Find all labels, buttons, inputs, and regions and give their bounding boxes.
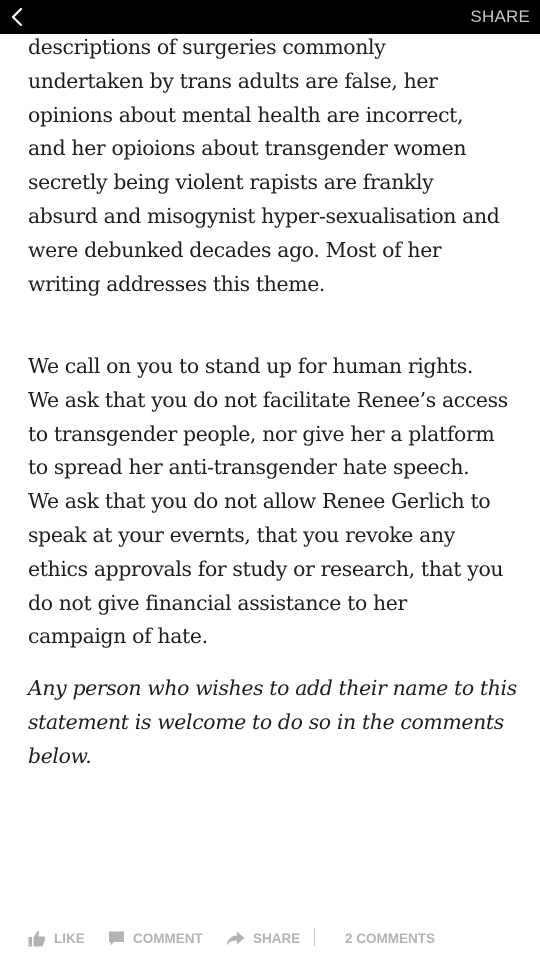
action-divider (314, 928, 315, 946)
article-body (28, 31, 524, 768)
top-bar (0, 0, 540, 34)
share-button-top[interactable]: SHARE (470, 7, 530, 26)
share-label: SHARE (253, 930, 301, 946)
comment-label: COMMENT (133, 930, 203, 946)
like-label: LIKE (54, 930, 85, 946)
article-paragraph: descriptions of surgeries commonly undertaken by trans adults are false, her opinions about mental health are incorrect, and her opioions about transgender women secretly being violent rapists are frankly absurd and misogynist hyper-sexualisation and were debunked decades ago. Most of her writing addresses this theme. (28, 35, 500, 296)
share-arrow-icon (226, 931, 245, 946)
action-bar (0, 920, 540, 956)
comment-bubble-icon (108, 930, 125, 947)
comments-count-link[interactable] (345, 920, 435, 956)
article-closing-note: Any person who wishes to add their name to this statement is welcome to do so in the comments below. (28, 676, 517, 768)
comments-count-label: 2 COMMENTS (345, 930, 436, 946)
share-button[interactable] (226, 920, 300, 956)
comment-button[interactable] (108, 920, 203, 956)
back-button[interactable] (2, 0, 32, 34)
chevron-left-icon (10, 6, 24, 28)
like-button[interactable] (28, 920, 85, 956)
article-paragraph: We call on you to stand up for human rights. We ask that you do not facilitate Renee’s access to transgender people, nor give her a platform to spread her anti-transgender hate speech. We ask that you do not allow Renee Gerlich to speak at your evernts, that you revoke any ethics approvals for study or research, that you do not give financial assistance to her campaign of hate. (28, 354, 508, 649)
thumbs-up-icon (28, 930, 46, 947)
